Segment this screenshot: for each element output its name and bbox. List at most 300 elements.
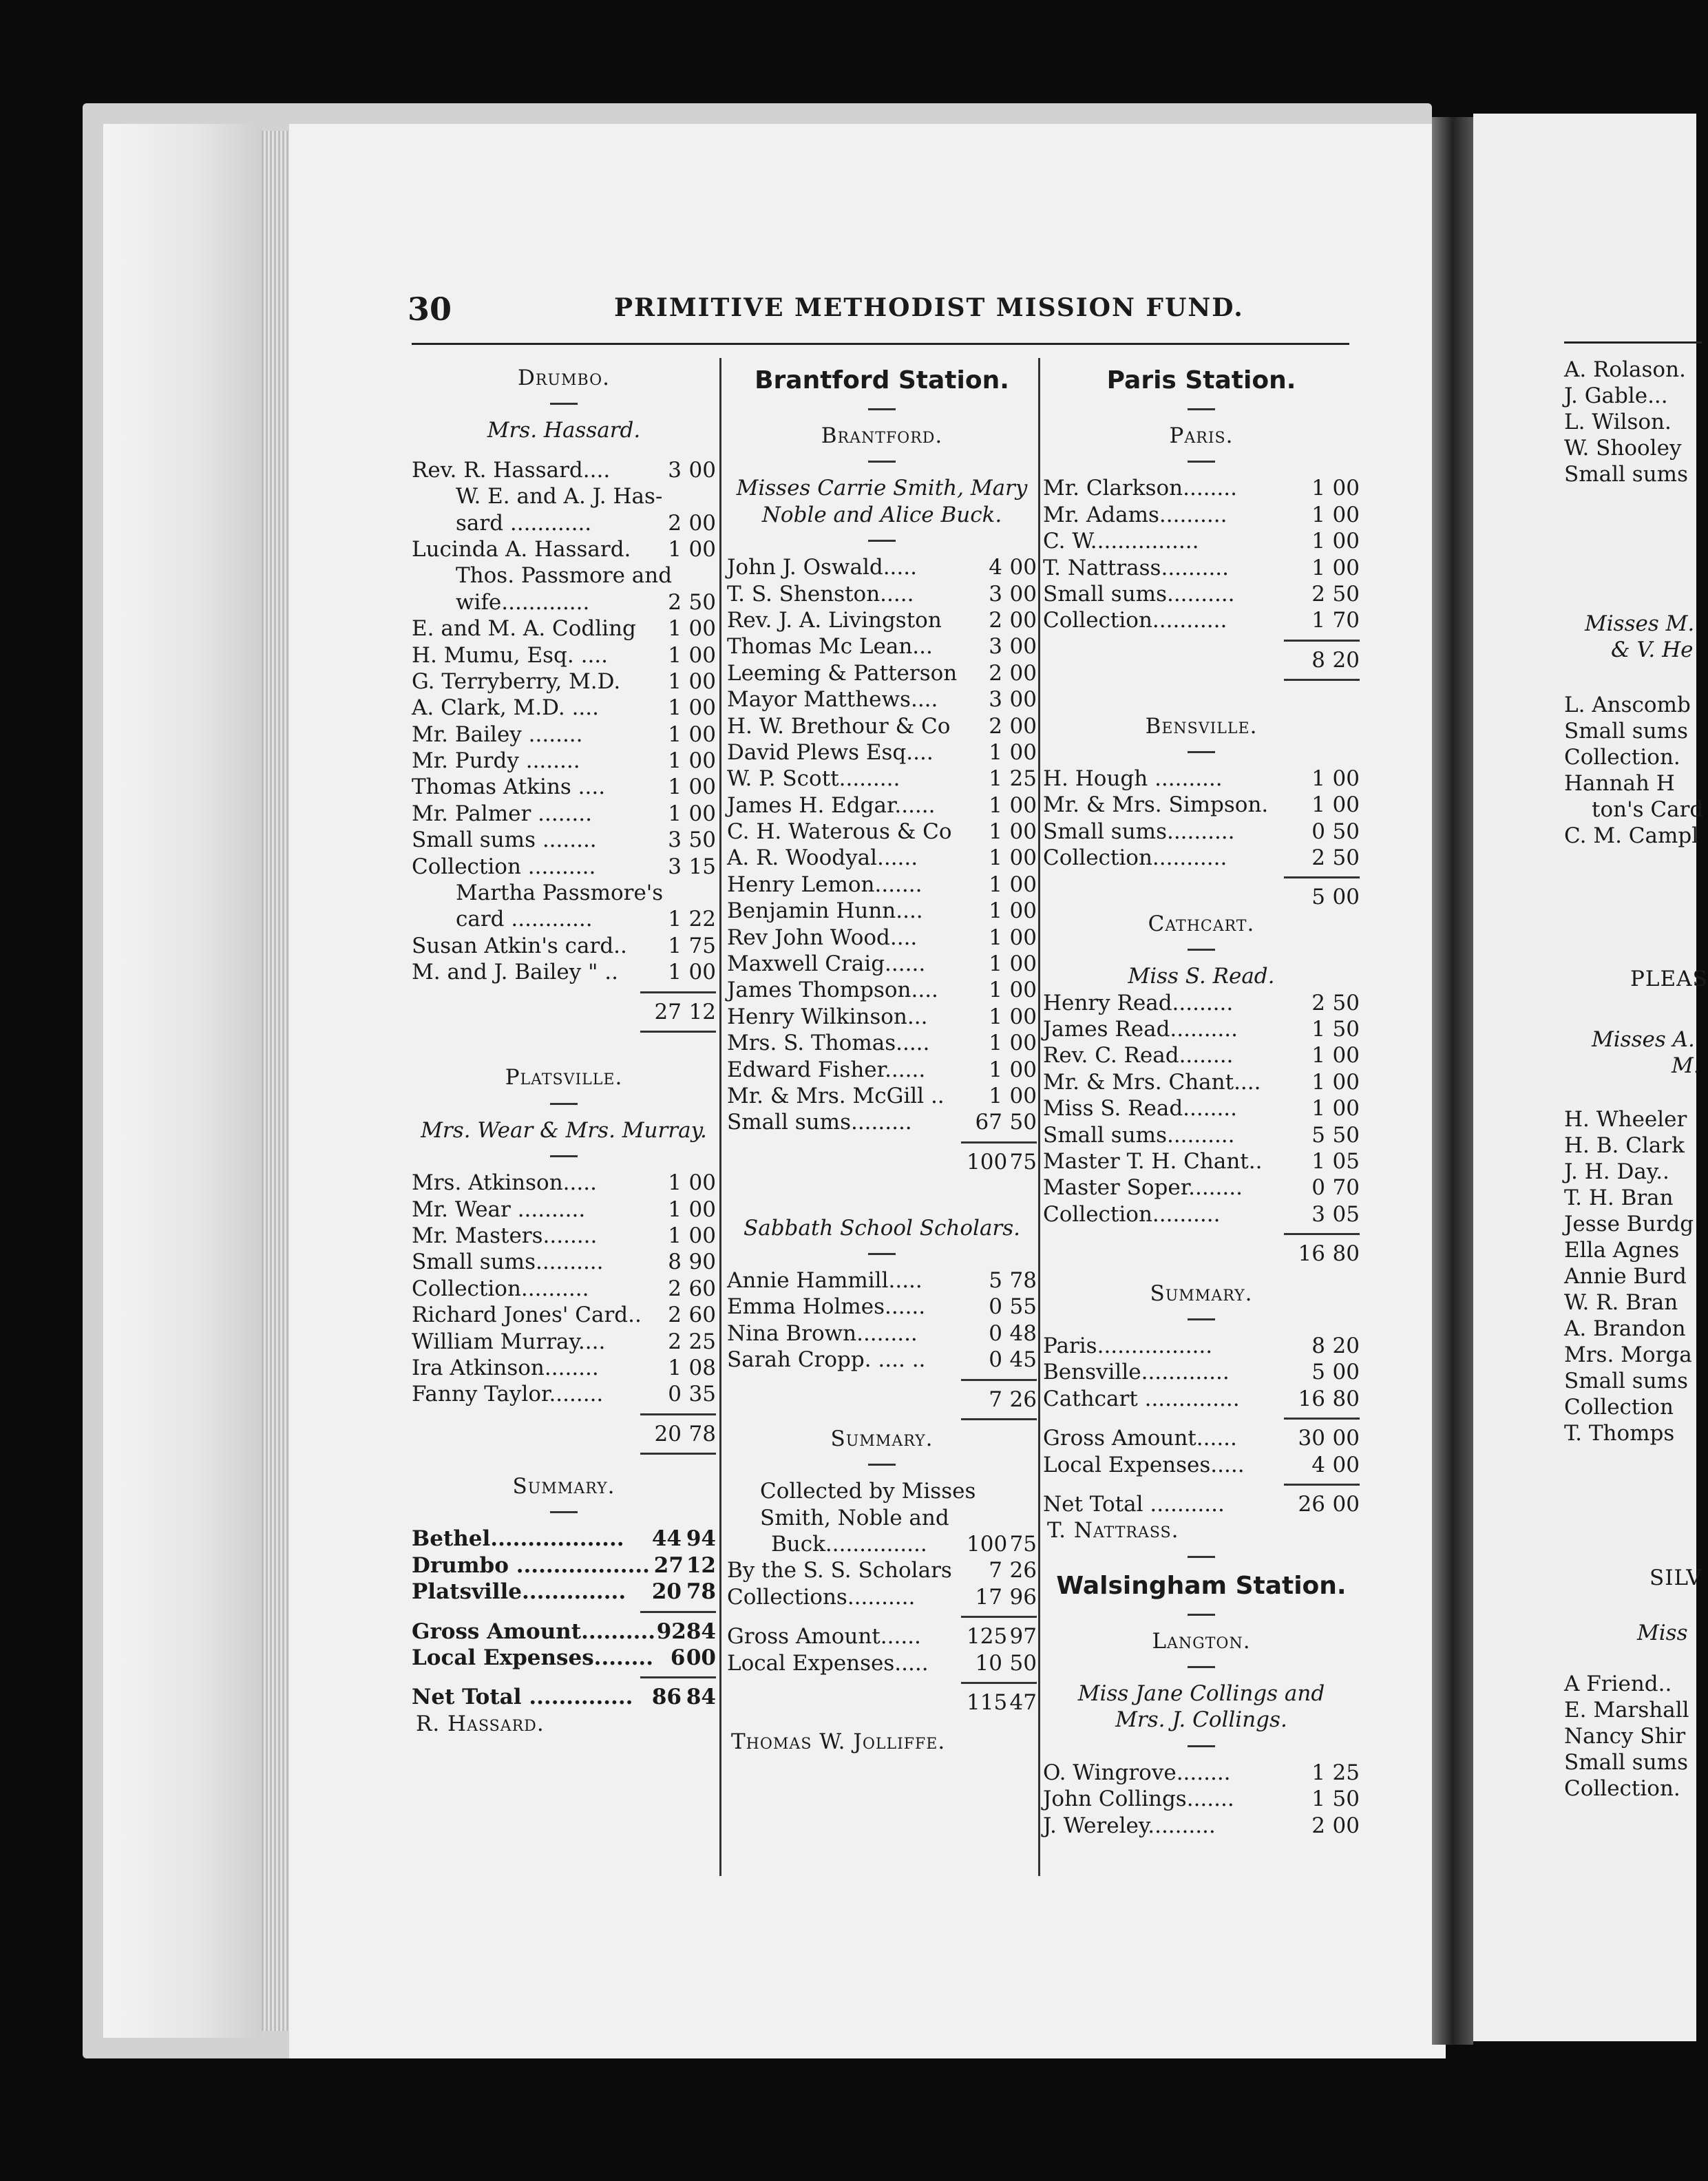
entry-dollars: 1	[989, 792, 1002, 818]
entry-cents: 75	[688, 933, 716, 958]
ledger-entry	[1043, 819, 1360, 845]
entry-cents: 55	[1009, 1294, 1037, 1320]
ledger-entry	[727, 1584, 1037, 1610]
collector-names: Mrs. Hassard.	[487, 418, 641, 443]
ledger-entry	[727, 554, 1037, 580]
ledger-entry	[727, 660, 1037, 686]
dash-separator	[1188, 461, 1215, 463]
ledger-entry	[412, 1526, 716, 1552]
facing-page-line: Small sums	[1564, 462, 1688, 487]
entry-name: Mr. Adams..........	[1043, 502, 1227, 527]
facing-page-line: W. R. Bran	[1564, 1290, 1678, 1315]
entry-dollars: 2	[668, 1329, 682, 1354]
ledger-entry	[727, 607, 1037, 633]
ledger-entry	[412, 933, 716, 959]
facing-page-line: Jesse Burdg	[1564, 1212, 1694, 1236]
entry-dollars: 20	[654, 1421, 682, 1446]
entry-cents: 84	[686, 1685, 716, 1710]
ledger-entry	[1043, 1201, 1360, 1228]
entry-cents: 00	[1009, 1031, 1037, 1056]
section-heading: Drumbo.	[518, 366, 610, 390]
ledger-entry	[412, 854, 716, 880]
dash-separator	[550, 403, 578, 405]
ledger-entry	[1043, 1425, 1360, 1451]
dash-separator	[1188, 1614, 1215, 1616]
entry-cents: 00	[1332, 476, 1360, 501]
ledger-entry	[727, 819, 1037, 845]
entry-name: Mr. & Mrs. Simpson.	[1043, 792, 1269, 818]
ledger-entry	[1043, 1813, 1360, 1839]
entry-name: H. Mumu, Esq. ....	[412, 642, 609, 668]
entry-name: John Collings.......	[1043, 1787, 1234, 1812]
entry-name: Benjamin Hunn....	[727, 898, 923, 924]
spacer	[412, 1038, 716, 1064]
ledger-entry	[412, 1645, 716, 1671]
facing-page-line: A. Brandon	[1564, 1316, 1686, 1341]
entry-name: J. Wereley..........	[1043, 1813, 1216, 1838]
treasurer-signature: R. Hassard.	[416, 1711, 545, 1736]
entry-dollars: 2	[668, 510, 682, 536]
entry-name: Collection...........	[1043, 608, 1227, 633]
entry-dollars: 4	[989, 555, 1002, 580]
entry-cents: 25	[688, 1329, 716, 1354]
entry-name: Collection..........	[412, 1276, 589, 1301]
entry-name: David Plews Esq....	[727, 739, 934, 765]
entry-name	[1043, 647, 1289, 673]
facing-page-line: Small sums	[1564, 1369, 1688, 1393]
entry-name	[727, 1387, 967, 1413]
entry-dollars: 27	[653, 1552, 684, 1578]
section-heading: Brantford.	[821, 423, 943, 448]
entry-cents: 75	[1009, 1532, 1037, 1557]
entry-dollars: 1	[668, 695, 682, 721]
treasurer-signature: Thomas W. Jolliffe.	[731, 1729, 946, 1755]
ledger-entry	[727, 951, 1037, 977]
total-rule	[1043, 1478, 1360, 1491]
entry-dollars: 2	[668, 1303, 682, 1328]
entry-name: card ............	[456, 907, 593, 932]
ledger-entry	[727, 1347, 1037, 1373]
ledger-entry	[412, 1355, 716, 1381]
dash-separator	[868, 1253, 896, 1255]
ledger-entry	[1043, 1148, 1360, 1174]
entry-dollars: 0	[989, 1320, 1002, 1346]
entry-cents: 00	[1332, 502, 1360, 527]
ledger-entry	[727, 1557, 1037, 1583]
entry-dollars: 8	[1311, 647, 1325, 673]
entry-cents: 70	[1332, 608, 1360, 633]
entry-cents: 00	[1009, 739, 1037, 765]
facing-page-line: M.	[1672, 1053, 1700, 1078]
entry-cents: 00	[1009, 634, 1037, 660]
collector-names: Miss Jane Collings and	[1077, 1681, 1325, 1707]
entry-cents: 00	[688, 960, 716, 985]
total-rule	[1043, 871, 1360, 884]
entry-cents: 00	[1009, 792, 1037, 818]
page-edges	[262, 131, 289, 2031]
entry-cents: 00	[686, 1645, 716, 1671]
facing-page-line: ton's Card	[1592, 797, 1704, 822]
entry-dollars: 1	[668, 536, 682, 562]
total-rule	[727, 1136, 1037, 1149]
entry-cents: 48	[1009, 1320, 1037, 1346]
entry-dollars: 1	[1311, 1043, 1325, 1068]
total-rule	[727, 1373, 1037, 1387]
ledger-entry	[412, 801, 716, 827]
entry-dollars: 8	[1311, 1333, 1325, 1358]
collector-names: Mrs. Wear & Mrs. Murray.	[421, 1117, 707, 1143]
entry-cents: 50	[1332, 581, 1360, 607]
facing-page-line: J. Gable...	[1564, 383, 1668, 408]
entry-dollars: 2	[1311, 845, 1325, 871]
entry-dollars: 1	[1311, 1069, 1325, 1095]
header-rule	[412, 343, 1349, 345]
subtotal-row	[727, 1149, 1037, 1175]
entry-name: Mr. & Mrs. Chant....	[1043, 1069, 1261, 1095]
entry-name: G. Terryberry, M.D.	[412, 668, 621, 694]
entry-cents: 00	[688, 1197, 716, 1222]
entry-dollars: 16	[1298, 1241, 1325, 1267]
entry-cents: 94	[686, 1526, 716, 1552]
entry-cents: 84	[686, 1619, 716, 1644]
entry-name: Bethel..................	[412, 1526, 624, 1552]
column-divider	[719, 358, 721, 1876]
ledger-entry	[727, 1623, 1037, 1650]
book-gutter	[1432, 117, 1473, 2045]
entry-name: Rev. R. Hassard....	[412, 457, 611, 483]
station-heading: Brantford Station.	[755, 366, 1009, 394]
entry-name: Small sums.........	[727, 1110, 912, 1135]
entry-name: Drumbo ..................	[412, 1552, 650, 1578]
entry-cents: 00	[1009, 845, 1037, 871]
dash-separator	[1188, 408, 1215, 410]
ledger-entry	[1043, 1333, 1360, 1359]
spacer	[727, 1716, 1037, 1729]
ledger-entry	[412, 695, 716, 721]
dash-separator	[1188, 1745, 1215, 1747]
entry-name: T. Nattrass..........	[1043, 555, 1230, 580]
entry-cents: 26	[1009, 1558, 1037, 1583]
facing-page-line: Collection.	[1564, 745, 1680, 770]
entry-cents: 00	[1332, 1813, 1360, 1838]
facing-page-line: Collection.	[1564, 1776, 1680, 1801]
entry-name	[1043, 1241, 1289, 1267]
dash-separator	[550, 1511, 578, 1513]
ledger-entry	[1043, 792, 1360, 818]
entry-name: Master T. H. Chant..	[1043, 1148, 1263, 1174]
entry-name: Local Expenses........	[412, 1645, 654, 1671]
ledger-entry	[412, 1552, 716, 1579]
entry-dollars: 1	[668, 801, 682, 826]
facing-page-line: J. H. Day..	[1564, 1159, 1669, 1184]
entry-name: Collection...........	[1043, 845, 1227, 871]
ledger-entry	[412, 1619, 716, 1645]
entry-dollars: 4	[1311, 1452, 1325, 1477]
entry-name: Sarah Cropp. .... ..	[727, 1347, 926, 1373]
entry-cents: 78	[688, 1421, 716, 1446]
ledger-entry	[412, 1579, 716, 1605]
entry-name: T. S. Shenston.....	[727, 581, 914, 607]
entry-name: Platsville..............	[412, 1579, 626, 1605]
page-number: 30	[408, 291, 452, 328]
entry-name: Mayor Matthews....	[727, 687, 938, 713]
ledger-entry	[1043, 581, 1360, 607]
entry-cents: 00	[1332, 885, 1360, 910]
entry-name: Annie Hammill.....	[727, 1267, 922, 1293]
entry-name: Paris.................	[1043, 1333, 1213, 1358]
entry-cents: 80	[1332, 1386, 1360, 1411]
entry-dollars: 0	[1311, 1175, 1325, 1201]
ledger-entry	[412, 906, 716, 932]
ledger-entry	[727, 845, 1037, 871]
entry-cents: 20	[1332, 1333, 1360, 1358]
entry-cents: 00	[1332, 529, 1360, 554]
ledger-entry	[1043, 1359, 1360, 1385]
entry-cents: 00	[688, 1170, 716, 1196]
entry-dollars: 3	[668, 828, 682, 853]
entry-cents: 00	[688, 695, 716, 721]
entry-name: Lucinda A. Hassard.	[412, 536, 631, 562]
entry-name: M. and J. Bailey " ..	[412, 960, 618, 985]
ledger-entry	[412, 774, 716, 800]
entry-name: Cathcart ..............	[1043, 1386, 1240, 1411]
entry-dollars: 3	[668, 854, 682, 879]
entry-name: John J. Oswald.....	[727, 555, 917, 580]
entry-cents: 00	[1332, 555, 1360, 580]
entry-dollars: 5	[1311, 885, 1325, 910]
ledger-entry	[412, 1684, 716, 1710]
ledger-entry	[412, 1276, 716, 1302]
entry-cents: 00	[1009, 607, 1037, 633]
entry-cents: 00	[1009, 1057, 1037, 1082]
ledger-entry	[727, 739, 1037, 766]
entry-name: Rev John Wood....	[727, 925, 918, 950]
column-divider	[1038, 358, 1040, 1876]
entry-name: Richard Jones' Card..	[412, 1303, 642, 1328]
entry-dollars: 6	[670, 1645, 686, 1671]
ledger-entry	[412, 1223, 716, 1249]
ledger-entry	[727, 766, 1037, 792]
entry-name: Buck...............	[771, 1532, 927, 1557]
entry-cents: 00	[688, 536, 716, 562]
entry-dollars: 1	[668, 775, 682, 800]
entry-name: Mrs. S. Thomas.....	[727, 1031, 930, 1056]
entry-cents: 12	[686, 1552, 716, 1578]
entry-cents: 50	[688, 589, 716, 615]
entry-cents: 50	[688, 828, 716, 853]
ledger-entry	[1043, 528, 1360, 554]
entry-dollars: 92	[656, 1619, 686, 1644]
entry-cents: 80	[1332, 1241, 1360, 1267]
entry-name: Mr. Clarkson........	[1043, 476, 1237, 501]
entry-dollars: 3	[989, 581, 1002, 607]
entry-dollars: 2	[989, 607, 1002, 633]
book-spine	[103, 124, 262, 2038]
entry-name-continued: Thos. Passmore and	[456, 563, 673, 589]
entry-name-continued: W. E. and A. J. Has-	[456, 484, 663, 509]
ledger-entry	[1043, 1491, 1360, 1517]
ledger-entry	[1043, 1069, 1360, 1095]
entry-dollars: 16	[1298, 1386, 1325, 1411]
entry-name: Susan Atkin's card..	[412, 933, 627, 958]
entry-name-continued: Collected by Misses	[760, 1479, 976, 1504]
facing-page-line: Miss	[1637, 1621, 1688, 1645]
entry-name: Edward Fisher......	[727, 1057, 926, 1082]
entry-dollars: 7	[989, 1558, 1002, 1583]
treasurer-signature: T. Nattrass.	[1047, 1518, 1179, 1543]
entry-cents: 00	[1009, 581, 1037, 607]
entry-cents: 00	[688, 1223, 716, 1248]
entry-name: Henry Wilkinson...	[727, 1004, 928, 1029]
entry-dollars: 1	[1311, 476, 1325, 501]
total-rule	[727, 1610, 1037, 1623]
station-heading: Paris Station.	[1106, 366, 1296, 394]
entry-cents: 50	[1009, 1650, 1037, 1676]
entry-dollars: 1	[989, 1057, 1002, 1082]
section-heading: Langton.	[1152, 1628, 1251, 1654]
entry-cents: 00	[1009, 1083, 1037, 1108]
ledger-entry	[1043, 555, 1360, 581]
entry-dollars: 5	[989, 1267, 1002, 1293]
entry-dollars: 1	[989, 766, 1002, 792]
entry-cents: 00	[688, 616, 716, 642]
ledger-entry	[727, 1083, 1037, 1109]
entry-dollars: 1	[989, 1083, 1002, 1108]
entry-cents: 78	[1009, 1267, 1037, 1293]
facing-header-rule	[1564, 341, 1702, 344]
ledger-entry	[1043, 1122, 1360, 1148]
subtotal-row	[1043, 884, 1360, 910]
collector-names: Mrs. J. Collings.	[1115, 1707, 1287, 1733]
entry-dollars: 2	[1311, 990, 1325, 1015]
entry-cents: 47	[1009, 1690, 1037, 1716]
ledger-entry	[412, 1197, 716, 1223]
entry-name: Mr. & Mrs. McGill ..	[727, 1083, 945, 1108]
ledger-entry	[727, 872, 1037, 898]
facing-page-line: & V. He	[1611, 638, 1694, 662]
ledger-entry	[1043, 1174, 1360, 1201]
spacer	[1043, 686, 1360, 713]
ledger-entry	[1043, 1095, 1360, 1121]
entry-name: Rev. J. A. Livingston	[727, 607, 942, 633]
ledger-entry	[412, 721, 716, 748]
entry-cents: 96	[1009, 1584, 1037, 1610]
entry-name: Mr. Purdy ........	[412, 748, 580, 774]
entry-dollars: 1	[1311, 1148, 1325, 1174]
entry-dollars: 1	[1311, 1017, 1325, 1042]
entry-dollars: 1	[1311, 1096, 1325, 1121]
entry-dollars: 20	[651, 1579, 682, 1605]
facing-page-line: Misses A.	[1592, 1027, 1695, 1052]
facing-page-line: H. Wheeler	[1564, 1107, 1687, 1132]
subtotal-row	[727, 1387, 1037, 1413]
entry-name: Mr. Bailey ........	[412, 721, 583, 747]
facing-page-line: H. B. Clark	[1564, 1133, 1685, 1158]
entry-dollars: 8	[668, 1250, 682, 1275]
entry-cents: 00	[1332, 1452, 1360, 1477]
entry-dollars: 1	[989, 872, 1002, 897]
entry-name: Gross Amount......	[1043, 1426, 1237, 1451]
entry-dollars: 1	[668, 1223, 682, 1248]
entry-dollars: 1	[668, 960, 682, 985]
section-heading: Paris.	[1169, 423, 1234, 448]
entry-dollars: 30	[1298, 1426, 1325, 1451]
ledger-entry	[727, 713, 1037, 739]
entry-dollars: 1	[668, 642, 682, 668]
entry-cents: 22	[688, 907, 716, 932]
total-rule	[412, 1408, 716, 1421]
entry-cents: 97	[1009, 1624, 1037, 1650]
total-rule	[412, 1605, 716, 1619]
dash-separator	[1188, 949, 1215, 951]
entry-cents: 50	[1332, 819, 1360, 844]
entry-name: W. P. Scott.........	[727, 766, 900, 792]
entry-dollars: 0	[989, 1294, 1002, 1320]
entry-dollars: 1	[989, 898, 1002, 924]
entry-dollars: 26	[1298, 1491, 1325, 1517]
subtotal-row	[1043, 647, 1360, 673]
entry-cents: 00	[1009, 1004, 1037, 1029]
entry-dollars: 10	[975, 1650, 1002, 1676]
facing-page-line: Ella Agnes	[1564, 1238, 1680, 1263]
entry-cents: 00	[1009, 660, 1037, 686]
entry-name: Henry Read.........	[1043, 990, 1234, 1015]
dash-separator	[868, 540, 896, 542]
entry-cents: 00	[1332, 1069, 1360, 1095]
entry-dollars: 1	[1311, 1787, 1325, 1812]
facing-page-line: A. Rolason.	[1564, 357, 1686, 382]
entry-dollars: 1	[989, 978, 1002, 1003]
entry-name: Maxwell Craig......	[727, 951, 926, 977]
entry-name: Miss S. Read........	[1043, 1096, 1238, 1121]
entry-cents: 15	[688, 854, 716, 879]
entry-cents: 00	[1332, 1426, 1360, 1451]
entry-name	[727, 1689, 967, 1716]
entry-dollars: 1	[989, 845, 1002, 871]
facing-page-line: Hannah H	[1564, 771, 1675, 796]
entry-cents: 00	[1332, 792, 1360, 818]
entry-cents: 00	[1332, 766, 1360, 791]
facing-page-line: Misses M.	[1585, 611, 1695, 636]
spacer	[412, 1460, 716, 1473]
entry-name: James H. Edgar......	[727, 792, 936, 818]
entry-name: Leeming & Patterson	[727, 660, 958, 686]
entry-dollars: 100	[967, 1532, 1008, 1557]
total-rule	[412, 1447, 716, 1460]
facing-page-line: L. Anscomb	[1564, 693, 1691, 717]
facing-page-line: L. Wilson.	[1564, 410, 1672, 434]
entry-name: Mr. Wear ..........	[412, 1197, 586, 1222]
total-rule	[727, 1676, 1037, 1689]
total-rule	[412, 1671, 716, 1684]
entry-cents: 00	[1332, 1043, 1360, 1068]
subtotal-row	[727, 1689, 1037, 1716]
entry-cents: 50	[1332, 1122, 1360, 1148]
entry-cents: 50	[1332, 990, 1360, 1015]
entry-dollars: 0	[989, 1347, 1002, 1373]
entry-dollars: 1	[668, 668, 682, 694]
ledger-entry	[412, 827, 716, 853]
entry-cents: 35	[688, 1382, 716, 1407]
entry-cents: 75	[1009, 1149, 1037, 1174]
ledger-entry	[727, 1320, 1037, 1347]
ledger-entry	[727, 633, 1037, 660]
entry-cents: 25	[1009, 766, 1037, 792]
section-heading: Summary.	[1150, 1281, 1253, 1306]
entry-name: Small sums..........	[1043, 1122, 1235, 1148]
total-rule	[727, 1413, 1037, 1426]
facing-page-line: C. M. Campl	[1564, 823, 1699, 848]
